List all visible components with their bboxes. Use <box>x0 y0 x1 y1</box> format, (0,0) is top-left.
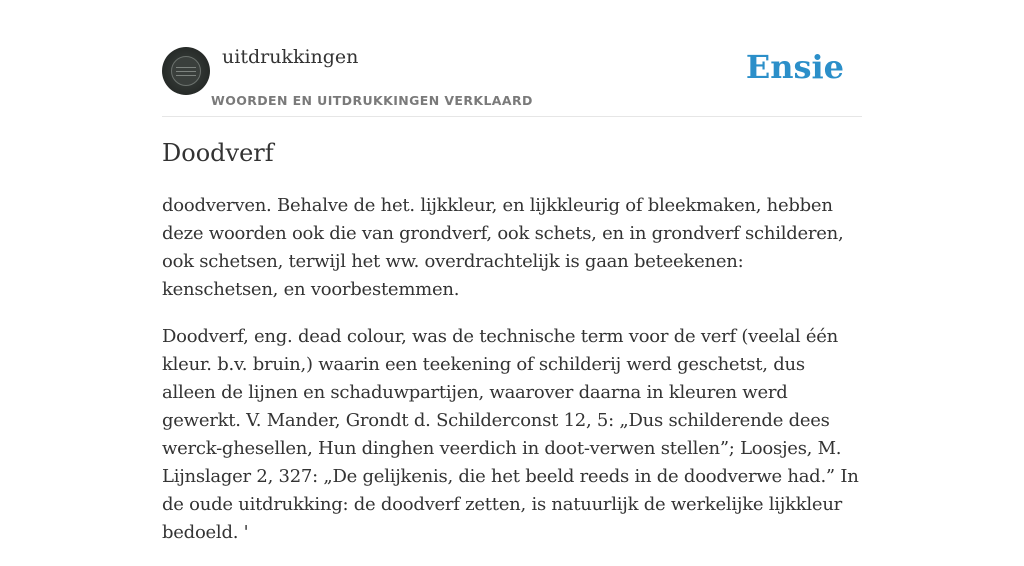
avatar-line <box>176 75 196 76</box>
site-header <box>162 46 862 117</box>
article-paragraph: doodverven. Behalve de het. lijkkleur, en lijkkleurig of bleekmaken, hebben deze woorden ook die van grondverf, ook schets, en in grondverf schilderen, ook schetsen, terwijl het ww. overdrachtelijk is gaan beteekenen: kenschetsen, en voorbestemmen. <box>162 195 844 300</box>
book-cover-icon[interactable] <box>162 47 210 95</box>
avatar-line <box>176 71 196 72</box>
avatar-line <box>176 67 196 68</box>
article-paragraph: Doodverf, eng. dead colour, was de technische term voor de verf (veelal één kleur. b.v. bruin,) waarin een teekening of schilderij werd geschetst, dus alleen de lijnen en schaduwpartijen, waarover daarna in kleuren werd gewerkt. V. Mander, Grondt d. Schilderconst 12, 5: „Dus schilderende dees werck-ghesellen, Hun dinghen veerdich in doot-verwen stellen”; Loosjes, M. Lijnslager 2, 327: „De gelijkenis, die het beeld reeds in de doodverwe had.” In de oude uitdrukking: de doodverf zetten, is natuurlijk de werkelijke lijkkleur bedoeld. ' <box>162 326 859 543</box>
site-tagline: WOORDEN EN UITDRUKKINGEN VERKLAARD <box>211 93 533 108</box>
ensie-logo[interactable]: Ensie <box>745 48 844 86</box>
site-name-link[interactable]: uitdrukkingen <box>222 46 359 68</box>
page-title: Doodverf <box>162 139 274 167</box>
article-body <box>162 192 862 566</box>
